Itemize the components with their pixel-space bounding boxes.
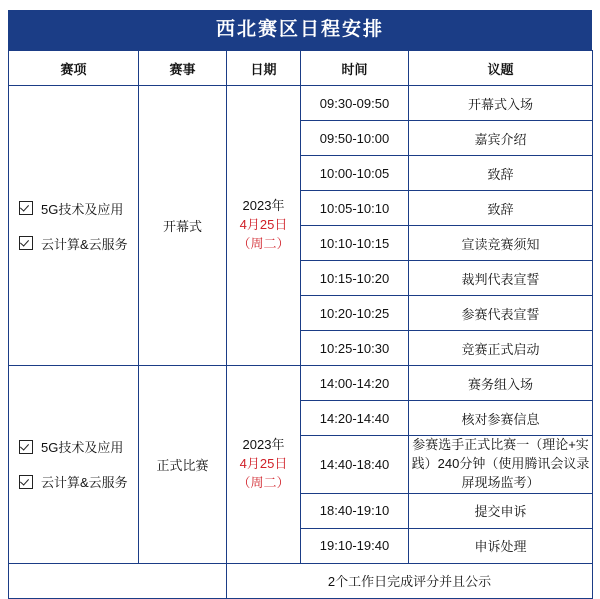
date-cell bbox=[227, 86, 301, 366]
match-cell: 正式比赛 bbox=[139, 366, 227, 564]
footer-spacer-left bbox=[9, 563, 227, 598]
event-cell bbox=[9, 86, 139, 366]
time-cell: 14:00-14:20 bbox=[301, 366, 409, 401]
event-checklist bbox=[9, 431, 138, 497]
date-weekday: （周二） bbox=[237, 474, 290, 490]
topic-cell: 裁判代表宣誓 bbox=[409, 261, 593, 296]
topic-cell: 申诉处理 bbox=[409, 528, 593, 563]
date-year: 2023年 bbox=[242, 198, 285, 214]
list-item[interactable] bbox=[19, 199, 134, 218]
event-cell bbox=[9, 366, 139, 564]
time-cell: 14:40-18:40 bbox=[301, 436, 409, 494]
header-date: 日期 bbox=[227, 51, 301, 86]
page-title: 西北赛区日程安排 bbox=[8, 10, 592, 50]
list-item[interactable] bbox=[19, 437, 134, 456]
event-label: 云计算&云服务 bbox=[41, 236, 128, 252]
time-cell: 10:05-10:10 bbox=[301, 191, 409, 226]
topic-cell: 竞赛正式启动 bbox=[409, 331, 593, 366]
topic-cell: 提交申诉 bbox=[409, 493, 593, 528]
header-time: 时间 bbox=[301, 51, 409, 86]
schedule-table bbox=[8, 50, 593, 599]
topic-cell: 核对参赛信息 bbox=[409, 401, 593, 436]
date-weekday: （周二） bbox=[237, 235, 290, 251]
event-label: 5G技术及应用 bbox=[41, 440, 124, 456]
time-cell: 19:10-19:40 bbox=[301, 528, 409, 563]
topic-cell: 开幕式入场 bbox=[409, 86, 593, 121]
checkbox-icon[interactable] bbox=[19, 475, 33, 489]
topic-cell: 宣读竞赛须知 bbox=[409, 226, 593, 261]
time-cell: 09:50-10:00 bbox=[301, 121, 409, 156]
event-label: 5G技术及应用 bbox=[41, 201, 124, 217]
header-event: 赛项 bbox=[9, 51, 139, 86]
topic-cell: 参赛选手正式比赛一（理论+实践）240分钟（使用腾讯会议录屏现场监考） bbox=[409, 436, 593, 494]
time-cell: 10:20-10:25 bbox=[301, 296, 409, 331]
time-cell: 10:00-10:05 bbox=[301, 156, 409, 191]
event-label: 云计算&云服务 bbox=[41, 475, 128, 491]
time-cell: 18:40-19:10 bbox=[301, 493, 409, 528]
date-day: 4月25日 bbox=[239, 455, 288, 471]
table-header-row bbox=[9, 51, 593, 86]
topic-cell: 嘉宾介绍 bbox=[409, 121, 593, 156]
date-year: 2023年 bbox=[242, 437, 285, 452]
date-day: 4月25日 bbox=[239, 217, 288, 233]
time-cell: 09:30-09:50 bbox=[301, 86, 409, 121]
event-checklist bbox=[9, 193, 138, 259]
date-cell bbox=[227, 366, 301, 564]
header-topic: 议题 bbox=[409, 51, 593, 86]
header-match: 赛事 bbox=[139, 51, 227, 86]
list-item[interactable] bbox=[19, 472, 134, 491]
time-cell: 10:10-10:15 bbox=[301, 226, 409, 261]
topic-cell: 赛务组入场 bbox=[409, 366, 593, 401]
topic-cell: 致辞 bbox=[409, 156, 593, 191]
topic-cell: 参赛代表宣誓 bbox=[409, 296, 593, 331]
time-cell: 14:20-14:40 bbox=[301, 401, 409, 436]
list-item[interactable] bbox=[19, 234, 134, 253]
table-row bbox=[9, 86, 593, 121]
checkbox-icon[interactable] bbox=[19, 440, 33, 454]
time-cell: 10:25-10:30 bbox=[301, 331, 409, 366]
table-row bbox=[9, 366, 593, 401]
footer-note: 2个工作日完成评分并且公示 bbox=[227, 563, 593, 598]
match-cell: 开幕式 bbox=[139, 86, 227, 366]
checkbox-icon[interactable] bbox=[19, 236, 33, 250]
checkbox-icon[interactable] bbox=[19, 201, 33, 215]
time-cell: 10:15-10:20 bbox=[301, 261, 409, 296]
table-row bbox=[9, 563, 593, 598]
topic-cell: 致辞 bbox=[409, 191, 593, 226]
